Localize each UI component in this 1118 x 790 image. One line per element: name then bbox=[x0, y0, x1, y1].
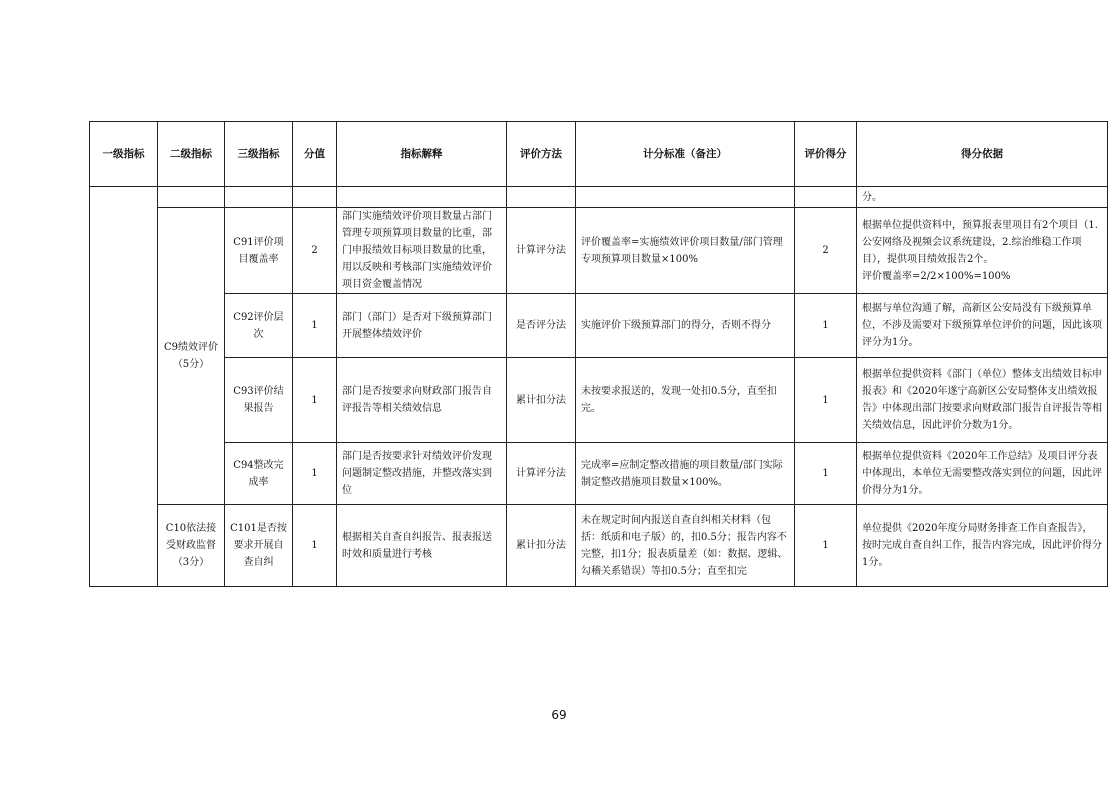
result-cell: 1 bbox=[795, 505, 857, 587]
result-cell: 2 bbox=[795, 208, 857, 294]
standard-cell: 未按要求报送的，发现一处扣0.5分，直至扣完。 bbox=[576, 358, 795, 443]
score-cell: 1 bbox=[293, 443, 337, 505]
standard-cell: 未在规定时间内报送自查自纠相关材料（包括：纸质和电子版）的，扣0.5分；报告内容不完整，扣1分；报表质量差（如：数据、逻辑、勾稽关系错误）等扣0.5分；直至扣完 bbox=[576, 505, 795, 587]
score-cell: 1 bbox=[293, 294, 337, 358]
header-level3: 三级指标 bbox=[225, 122, 293, 187]
basis-formula: 评价覆盖率=2/2×100%=100% bbox=[862, 270, 1011, 282]
basis-text: 根据单位提供资料中，预算报表里项目有2个项目（1.公安网络及视频会议系统建设，2.综治维稳工作项目），提供项目绩效报告2个。 bbox=[862, 219, 1098, 265]
standard-cell bbox=[576, 187, 795, 208]
page-number: 69 bbox=[551, 708, 567, 722]
level3-cell: C92评价层次 bbox=[225, 294, 293, 358]
explanation-cell bbox=[337, 187, 507, 208]
level3-cell: C91评价项目覆盖率 bbox=[225, 208, 293, 294]
header-level1: 一级指标 bbox=[90, 122, 158, 187]
standard-cell: 完成率=应制定整改措施的项目数量/部门实际制定整改措施项目数量×100%。 bbox=[576, 443, 795, 505]
result-cell: 1 bbox=[795, 443, 857, 505]
level1-cell bbox=[90, 187, 158, 587]
basis-cell: 根据单位提供资料《2020年工作总结》及项目评分表中体现出，本单位无需要整改落实到位的问题，因此评价得分为1分。 bbox=[857, 443, 1108, 505]
result-cell: 1 bbox=[795, 294, 857, 358]
table-row bbox=[90, 505, 1108, 587]
standard-cell: 评价覆盖率=实施绩效评价项目数量/部门管理专项预算项目数量×100% bbox=[576, 208, 795, 294]
header-score: 分值 bbox=[293, 122, 337, 187]
header-row bbox=[90, 122, 1108, 187]
method-cell: 计算评分法 bbox=[507, 208, 576, 294]
score-cell: 1 bbox=[293, 505, 337, 587]
score-cell: 1 bbox=[293, 358, 337, 443]
header-result: 评价得分 bbox=[795, 122, 857, 187]
explanation-cell: 根据相关自查自纠报告、报表报送时效和质量进行考核 bbox=[337, 505, 507, 587]
table-row bbox=[90, 294, 1108, 358]
method-cell: 是否评分法 bbox=[507, 294, 576, 358]
basis-cell: 根据与单位沟通了解，高新区公安局没有下级预算单位，不涉及需要对下级预算单位评价的问题，因此该项评分为1分。 bbox=[857, 294, 1108, 358]
evaluation-table bbox=[89, 121, 1108, 587]
result-cell bbox=[795, 187, 857, 208]
header-level2: 二级指标 bbox=[158, 122, 225, 187]
level3-cell: C93评价结果报告 bbox=[225, 358, 293, 443]
basis-cell bbox=[857, 208, 1108, 294]
method-cell bbox=[507, 187, 576, 208]
method-cell: 计算评分法 bbox=[507, 443, 576, 505]
table-row bbox=[90, 187, 1108, 208]
level2-cell bbox=[158, 187, 225, 208]
level2-cell-c9: C9绩效评价（5分） bbox=[158, 208, 225, 505]
level3-cell: C94整改完成率 bbox=[225, 443, 293, 505]
standard-cell: 实施评价下级预算部门的得分，否则不得分 bbox=[576, 294, 795, 358]
result-cell: 1 bbox=[795, 358, 857, 443]
table-row bbox=[90, 208, 1108, 294]
header-standard: 计分标准（备注） bbox=[576, 122, 795, 187]
level2-cell-c10: C10依法接受财政监督（3分） bbox=[158, 505, 225, 587]
table-row bbox=[90, 358, 1108, 443]
basis-cell: 根据单位提供资料《部门（单位）整体支出绩效目标申报表》和《2020年遂宁高新区公安局整体支出绩效报告》中体现出部门按要求向财政部门报告自评报告等相关绩效信息，因此评价分数为1分。 bbox=[857, 358, 1108, 443]
explanation-cell: 部门实施绩效评价项目数量占部门管理专项预算项目数量的比重，部门申报绩效目标项目数量的比重，用以反映和考核部门实施绩效评价项目资金覆盖情况 bbox=[337, 208, 507, 294]
header-method: 评价方法 bbox=[507, 122, 576, 187]
explanation-cell: 部门是否按要求向财政部门报告自评报告等相关绩效信息 bbox=[337, 358, 507, 443]
level3-cell: C101是否按要求开展自查自纠 bbox=[225, 505, 293, 587]
header-explanation: 指标解释 bbox=[337, 122, 507, 187]
table-row bbox=[90, 443, 1108, 505]
header-basis: 得分依据 bbox=[857, 122, 1108, 187]
basis-cell: 分。 bbox=[857, 187, 1108, 208]
method-cell: 累计扣分法 bbox=[507, 505, 576, 587]
score-cell: 2 bbox=[293, 208, 337, 294]
explanation-cell: 部门（部门）是否对下级预算部门开展整体绩效评价 bbox=[337, 294, 507, 358]
explanation-cell: 部门是否按要求针对绩效评价发现问题制定整改措施，并整改落实到位 bbox=[337, 443, 507, 505]
method-cell: 累计扣分法 bbox=[507, 358, 576, 443]
basis-cell: 单位提供《2020年度分局财务排查工作自查报告》，按时完成自查自纠工作，报告内容完成，因此评价得分1分。 bbox=[857, 505, 1108, 587]
score-cell bbox=[293, 187, 337, 208]
level3-cell bbox=[225, 187, 293, 208]
